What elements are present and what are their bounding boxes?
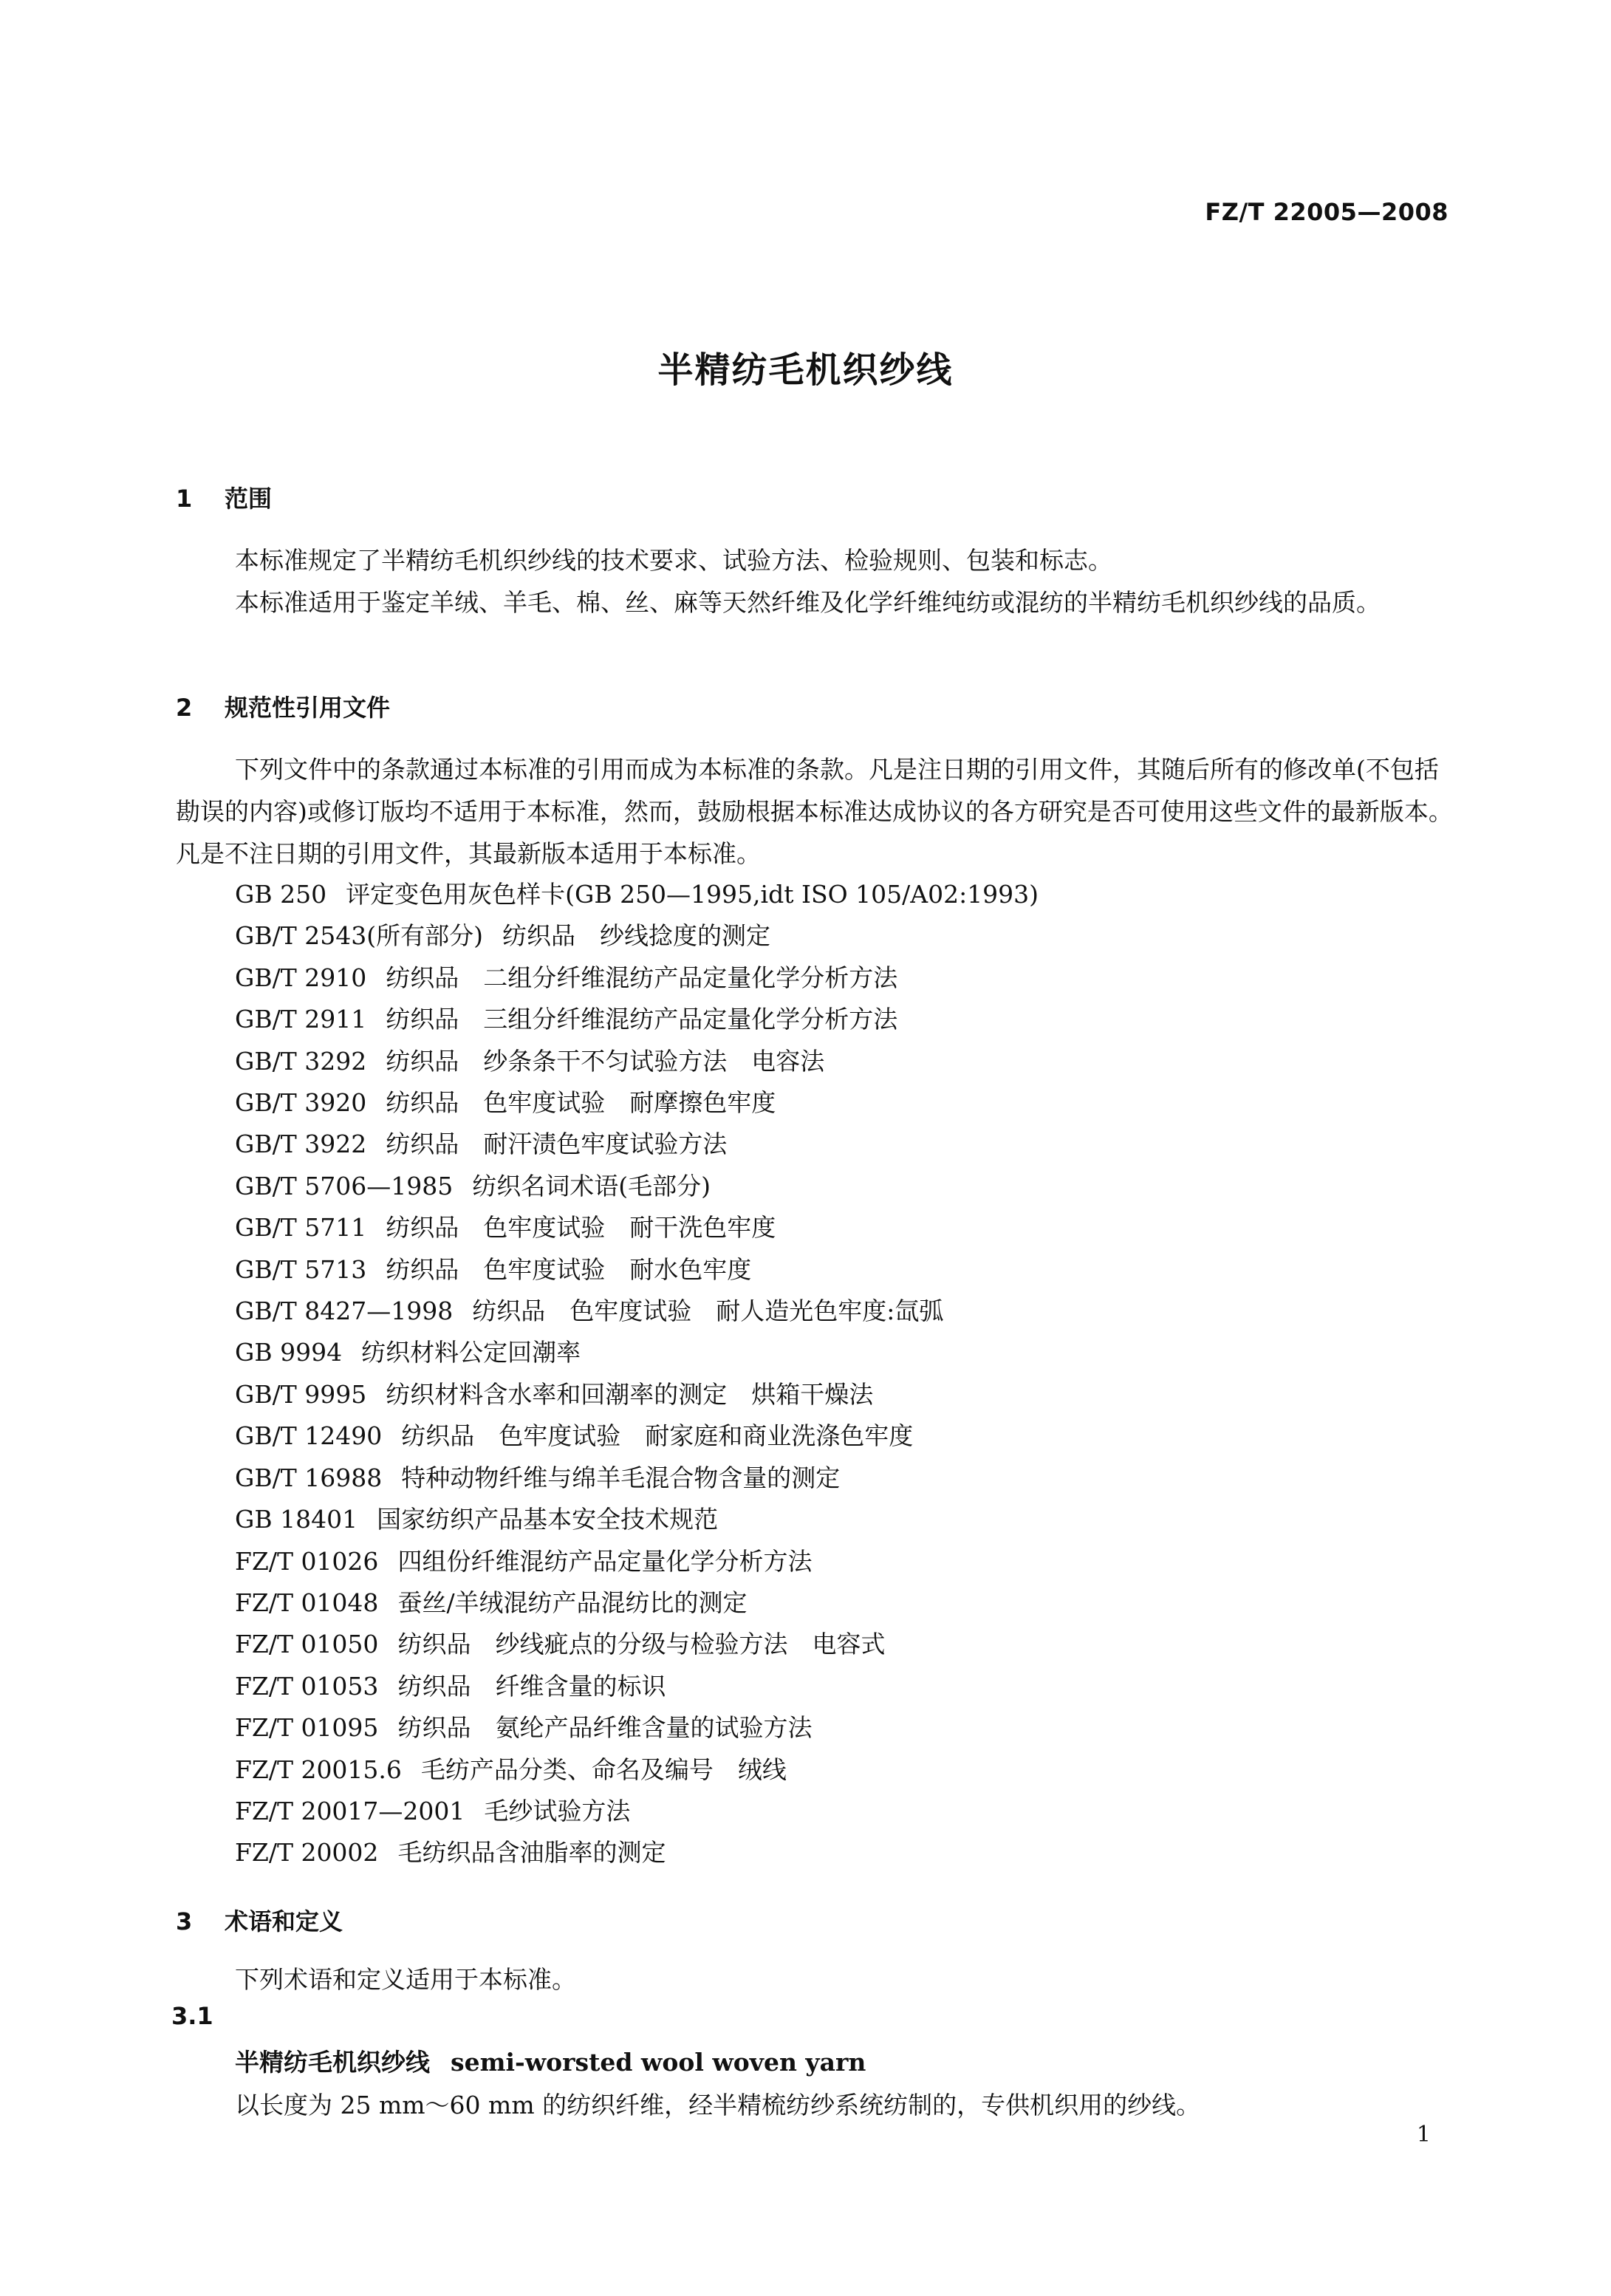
- reference-code: GB/T 9995: [235, 1379, 367, 1409]
- reference-title: 纺织材料公定回潮率: [361, 1338, 581, 1367]
- reference-title: 纺织品 二组分纤维混纺产品定量化学分析方法: [386, 963, 898, 992]
- reference-code: GB/T 5713: [235, 1254, 367, 1284]
- reference-title: 纺织品 纤维含量的标识: [397, 1671, 666, 1701]
- reference-item: [235, 1582, 1039, 1624]
- term-name: [235, 2041, 866, 2083]
- standard-code: FZ/T 22005—2008: [1205, 198, 1448, 226]
- reference-list: [235, 874, 1039, 1874]
- reference-title: 毛纺产品分类、命名及编号 绒线: [420, 1755, 787, 1784]
- reference-code: FZ/T 01050: [235, 1630, 379, 1659]
- reference-title: 纺织名词术语(毛部分): [472, 1171, 711, 1200]
- reference-title: 纺织材料含水率和回潮率的测定 烘箱干燥法: [386, 1379, 874, 1409]
- reference-item: [235, 1249, 1039, 1291]
- references-intro: 下列文件中的条款通过本标准的引用而成为本标准的条款。凡是注日期的引用文件，其随后所有的修改单(不包括勘误的内容)或修订版均不适用于本标准，然而，鼓励根据本标准达成协议的各方研究是否可使用这些文件的最新版本。凡是不注日期的引用文件，其最新版本适用于本标准。: [176, 755, 1453, 868]
- reference-code: FZ/T 20017—2001: [235, 1796, 465, 1825]
- reference-item: [235, 1041, 1039, 1082]
- reference-code: GB/T 12490: [235, 1421, 383, 1451]
- reference-code: GB/T 3292: [235, 1046, 367, 1076]
- section-title: 规范性引用文件: [225, 694, 391, 722]
- terms-intro: 下列术语和定义适用于本标准。: [235, 1965, 576, 1994]
- term-definition: 以长度为 25 mm～60 mm 的纺织纤维，经半精梳纺纱系统纺制的，专供机织用的纱线。: [235, 2091, 1201, 2119]
- reference-item: [235, 1374, 1039, 1415]
- reference-code: GB/T 5711: [235, 1213, 367, 1243]
- reference-item: [235, 1166, 1039, 1207]
- reference-item: [235, 1332, 1039, 1373]
- reference-code: GB/T 2543(所有部分): [235, 921, 483, 951]
- reference-code: FZ/T 01048: [235, 1588, 379, 1617]
- reference-code: FZ/T 01026: [235, 1546, 379, 1576]
- reference-title: 纺织品 色牢度试验 耐家庭和商业洗涤色牢度: [401, 1421, 914, 1451]
- section-1-heading: [176, 480, 272, 514]
- section-number: 2: [176, 694, 193, 722]
- reference-title: 纺织品 三组分纤维混纺产品定量化学分析方法: [386, 1005, 898, 1034]
- reference-item: [235, 1832, 1039, 1873]
- reference-title: 蚕丝/羊绒混纺产品混纺比的测定: [397, 1588, 748, 1617]
- term-name-chinese: 半精纺毛机织纱线: [235, 2048, 430, 2077]
- reference-title: 纺织品 氨纶产品纤维含量的试验方法: [397, 1713, 813, 1743]
- reference-item: [235, 1415, 1039, 1457]
- section-title: 术语和定义: [225, 1907, 343, 1935]
- scope-paragraph-1: 本标准规定了半精纺毛机织纱线的技术要求、试验方法、检验规则、包装和标志。: [235, 546, 1112, 575]
- section-2-heading: [176, 689, 390, 723]
- reference-title: 纺织品 色牢度试验 耐水色牢度: [386, 1254, 752, 1284]
- reference-code: GB/T 5706—1985: [235, 1171, 454, 1200]
- term-name-english: semi-worsted wool woven yarn: [451, 2048, 866, 2077]
- reference-code: FZ/T 01095: [235, 1713, 379, 1743]
- reference-item: [235, 1624, 1039, 1665]
- page-number: 1: [1416, 2122, 1431, 2148]
- reference-code: FZ/T 20002: [235, 1838, 379, 1868]
- reference-title: 纺织品 纱线疵点的分级与检验方法 电容式: [397, 1630, 886, 1659]
- reference-title: 四组份纤维混纺产品定量化学分析方法: [397, 1546, 813, 1576]
- reference-title: 纺织品 纱条条干不匀试验方法 电容法: [386, 1046, 825, 1076]
- reference-title: 评定变色用灰色样卡(GB 250—1995,idt ISO 105/A02:1993): [346, 880, 1039, 909]
- reference-title: 纺织品 纱线捻度的测定: [502, 921, 770, 951]
- reference-title: 毛纺织品含油脂率的测定: [397, 1838, 666, 1868]
- reference-item: [235, 1791, 1039, 1832]
- reference-code: GB/T 2910: [235, 963, 367, 992]
- section-3-heading: [176, 1903, 343, 1937]
- reference-item: [235, 999, 1039, 1040]
- reference-item: [235, 957, 1039, 999]
- reference-code: GB 9994: [235, 1338, 343, 1367]
- reference-code: GB/T 2911: [235, 1005, 367, 1034]
- reference-item: [235, 1082, 1039, 1124]
- reference-item: [235, 915, 1039, 957]
- reference-item: [235, 1499, 1039, 1540]
- scope-paragraph-2: 本标准适用于鉴定羊绒、羊毛、棉、丝、麻等天然纤维及化学纤维纯纺或混纺的半精纺毛机织纱线的品质。: [235, 588, 1381, 617]
- reference-item: [235, 1666, 1039, 1707]
- reference-code: GB/T 3922: [235, 1130, 367, 1159]
- reference-title: 纺织品 色牢度试验 耐干洗色牢度: [386, 1213, 776, 1243]
- section-title: 范围: [225, 485, 273, 513]
- reference-title: 特种动物纤维与绵羊毛混合物含量的测定: [401, 1463, 841, 1492]
- reference-code: FZ/T 01053: [235, 1671, 379, 1701]
- reference-code: GB 250: [235, 880, 327, 909]
- reference-title: 纺织品 耐汗渍色牢度试验方法: [386, 1130, 728, 1159]
- term-number: 3.1: [171, 2002, 213, 2030]
- reference-item: [235, 1458, 1039, 1499]
- reference-title: 纺织品 色牢度试验 耐摩擦色牢度: [386, 1088, 776, 1118]
- reference-title: 国家纺织产品基本安全技术规范: [377, 1505, 719, 1534]
- reference-item: [235, 874, 1039, 915]
- reference-code: FZ/T 20015.6: [235, 1755, 402, 1784]
- reference-title: 毛纱试验方法: [484, 1796, 631, 1825]
- reference-code: GB/T 16988: [235, 1463, 383, 1492]
- reference-item: [235, 1749, 1039, 1791]
- section-number: 1: [176, 485, 193, 513]
- reference-item: [235, 1124, 1039, 1165]
- reference-item: [235, 1207, 1039, 1248]
- reference-code: GB 18401: [235, 1505, 358, 1534]
- reference-title: 纺织品 色牢度试验 耐人造光色牢度:氙弧: [472, 1296, 944, 1326]
- section-number: 3: [176, 1907, 193, 1935]
- reference-item: [235, 1291, 1039, 1332]
- reference-code: GB/T 3920: [235, 1088, 367, 1118]
- reference-item: [235, 1707, 1039, 1749]
- reference-item: [235, 1541, 1039, 1582]
- reference-code: GB/T 8427—1998: [235, 1296, 454, 1326]
- document-title: 半精纺毛机织纱线: [657, 349, 954, 391]
